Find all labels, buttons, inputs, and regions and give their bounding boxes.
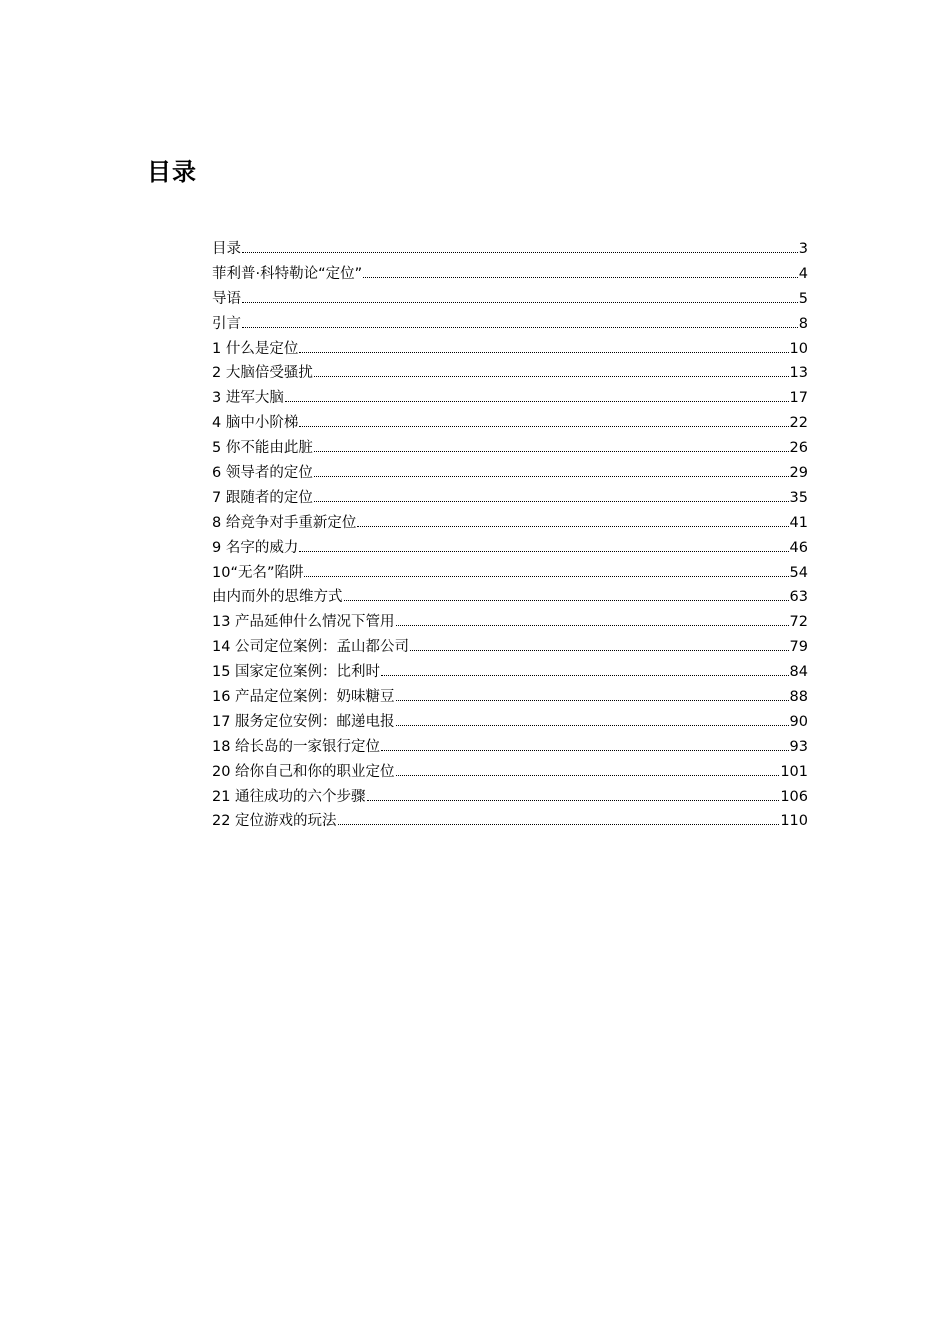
toc-page-number: 26 xyxy=(789,440,808,457)
toc-dot-leader xyxy=(344,600,789,601)
toc-page-number: 101 xyxy=(780,763,808,780)
toc-dot-leader xyxy=(314,376,789,377)
toc-dot-leader xyxy=(242,327,798,328)
toc-entry[interactable] xyxy=(212,511,808,536)
toc-page-number: 22 xyxy=(789,415,808,432)
toc-dot-leader xyxy=(299,352,788,353)
toc-dot-leader xyxy=(410,650,788,651)
toc-dot-leader xyxy=(314,501,789,502)
toc-entry[interactable] xyxy=(212,361,808,386)
toc-entry[interactable] xyxy=(212,262,808,287)
toc-entry[interactable] xyxy=(212,536,808,561)
toc-page-number: 88 xyxy=(789,689,808,706)
toc-entry-title: 1 什么是定位 xyxy=(212,340,299,357)
toc-entry-title: 目录 xyxy=(212,241,241,257)
toc-dot-leader xyxy=(299,426,788,427)
toc-entry-title: 16 产品定位案例：奶味糖豆 xyxy=(212,689,395,706)
toc-dot-leader xyxy=(396,625,789,626)
toc-dot-leader xyxy=(338,824,780,825)
toc-page-number: 10 xyxy=(789,340,808,357)
page-title: 目录 xyxy=(147,158,197,186)
toc-entry-title: 13 产品延伸什么情况下管用 xyxy=(212,614,395,631)
toc-entry-title: 8 给竞争对手重新定位 xyxy=(212,514,357,531)
toc-dot-leader xyxy=(381,750,788,751)
toc-entry[interactable] xyxy=(212,785,808,810)
toc-entry-title: 3 进军大脑 xyxy=(212,390,284,407)
toc-page-number: 41 xyxy=(789,514,808,531)
toc-entry[interactable] xyxy=(212,287,808,312)
toc-entry-title: 2 大脑倍受骚扰 xyxy=(212,365,313,382)
toc-page-number: 54 xyxy=(789,564,808,581)
toc-entry[interactable] xyxy=(212,386,808,411)
toc-dot-leader xyxy=(396,725,789,726)
toc-page-number: 17 xyxy=(789,390,808,407)
toc-page-number: 93 xyxy=(789,738,808,755)
toc-dot-leader xyxy=(314,476,789,477)
toc-page-number: 29 xyxy=(789,465,808,482)
toc-page-number: 63 xyxy=(789,589,808,606)
toc-dot-leader xyxy=(363,277,798,278)
toc-page-number: 5 xyxy=(798,290,808,307)
toc-entry[interactable] xyxy=(212,312,808,337)
toc-entry[interactable] xyxy=(212,337,808,362)
toc-entry[interactable] xyxy=(212,660,808,685)
toc-entry[interactable] xyxy=(212,685,808,710)
toc-entry-title: 由内而外的思维方式 xyxy=(212,589,343,606)
toc-page-number: 8 xyxy=(798,315,808,332)
toc-page-number: 72 xyxy=(789,614,808,631)
toc-entry[interactable] xyxy=(212,710,808,735)
toc-dot-leader xyxy=(367,800,780,801)
toc-entry-title: 导语 xyxy=(212,290,241,307)
toc-entry-title: 17 服务定位安例：邮递电报 xyxy=(212,713,395,730)
toc-entry-title: 7 跟随者的定位 xyxy=(212,489,313,506)
toc-dot-leader xyxy=(285,401,789,402)
toc-entry[interactable] xyxy=(212,561,808,586)
toc-dot-leader xyxy=(357,526,788,527)
toc-page-number: 13 xyxy=(789,365,808,382)
toc-page-number: 3 xyxy=(798,241,808,257)
toc-page-number: 110 xyxy=(780,813,808,830)
toc-dot-leader xyxy=(396,700,789,701)
toc-entry[interactable] xyxy=(212,237,808,262)
toc-dot-leader xyxy=(381,675,788,676)
toc-page-number: 79 xyxy=(789,639,808,656)
toc-entry-title: 5 你不能由此脏 xyxy=(212,440,313,457)
toc-page-number: 4 xyxy=(798,265,808,282)
toc-dot-leader xyxy=(242,252,798,253)
toc-dot-leader xyxy=(242,302,798,303)
toc-entry-title: 14 公司定位案例：孟山都公司 xyxy=(212,639,410,656)
table-of-contents xyxy=(212,237,808,834)
toc-entry[interactable] xyxy=(212,809,808,834)
toc-entry[interactable] xyxy=(212,436,808,461)
toc-entry-title: 18 给长岛的一家银行定位 xyxy=(212,738,381,755)
toc-entry-title: 20 给你自己和你的职业定位 xyxy=(212,763,395,780)
toc-entry[interactable] xyxy=(212,486,808,511)
toc-page-number: 90 xyxy=(789,713,808,730)
toc-entry-title: 6 领导者的定位 xyxy=(212,465,313,482)
toc-dot-leader xyxy=(314,451,789,452)
toc-entry-title: 21 通往成功的六个步骤 xyxy=(212,788,366,805)
toc-dot-leader xyxy=(299,551,788,552)
toc-entry-title: 9 名字的威力 xyxy=(212,539,299,556)
toc-entry-title: 菲利普·科特勒论“定位” xyxy=(212,265,363,282)
toc-entry[interactable] xyxy=(212,760,808,785)
toc-entry-title: 10“无名”陷阱 xyxy=(212,564,304,581)
toc-dot-leader xyxy=(396,775,780,776)
toc-page-number: 84 xyxy=(789,664,808,681)
toc-entry-title: 引言 xyxy=(212,315,241,332)
toc-entry[interactable] xyxy=(212,735,808,760)
toc-entry-title: 22 定位游戏的玩法 xyxy=(212,813,337,830)
toc-entry[interactable] xyxy=(212,635,808,660)
toc-dot-leader xyxy=(304,576,788,577)
toc-entry[interactable] xyxy=(212,461,808,486)
toc-entry-title: 4 脑中小阶梯 xyxy=(212,415,299,432)
toc-page-number: 106 xyxy=(780,788,808,805)
toc-entry-title: 15 国家定位案例：比利时 xyxy=(212,664,381,681)
toc-page-number: 46 xyxy=(789,539,808,556)
toc-entry[interactable] xyxy=(212,585,808,610)
toc-entry[interactable] xyxy=(212,411,808,436)
toc-page-number: 35 xyxy=(789,489,808,506)
toc-entry[interactable] xyxy=(212,610,808,635)
